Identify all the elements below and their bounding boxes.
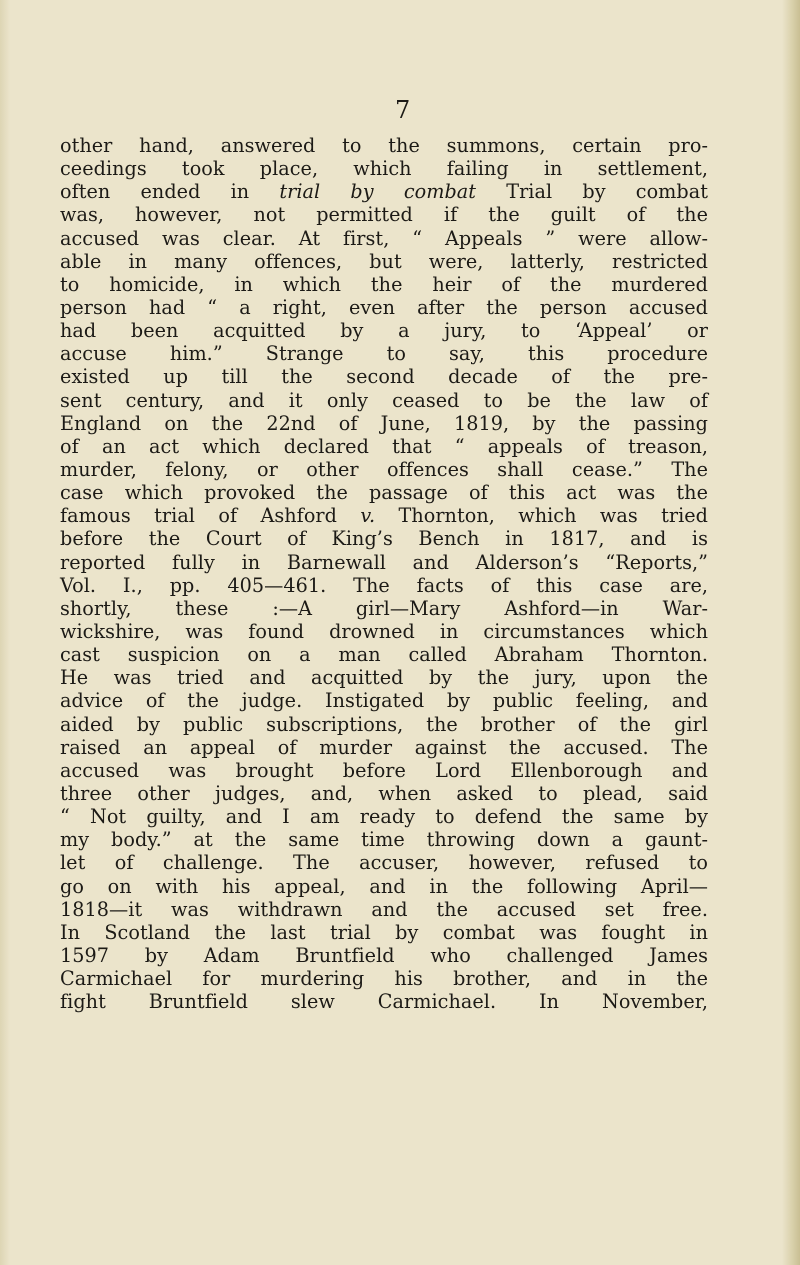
- italic-phrase: v.: [336, 504, 399, 528]
- text-line: accuse him.” Strange to say, this procedure: [60, 342, 708, 366]
- text-line: Vol. I., pp. 405—461. The facts of this case are,: [60, 573, 708, 597]
- text-line: of an act which declared that “ appeals of treason,: [60, 434, 708, 458]
- text-line: shortly, these :—A girl—Mary Ashford—in War-: [60, 596, 708, 620]
- text-line: accused was brought before Lord Ellenborough and: [60, 758, 708, 782]
- text-line: existed up till the second decade of the pre-: [60, 365, 708, 389]
- text-line: my body.” at the same time throwing down a gaunt-: [60, 828, 708, 852]
- text-line: He was tried and acquitted by the jury, upon the: [60, 666, 708, 690]
- text-line: cast suspicion on a man called Abraham Thornton.: [60, 643, 708, 667]
- text-line: In Scotland the last trial by combat was fought in: [60, 920, 708, 944]
- page-right-edge: [782, 0, 800, 1265]
- text-line: ceedings took place, which failing in settlement,: [60, 157, 708, 181]
- text-line: three other judges, and, when asked to plead, said: [60, 781, 708, 805]
- text-line: Carmichael for murdering his brother, and in the: [60, 967, 708, 991]
- text-line: “ Not guilty, and I am ready to defend the same by: [60, 805, 708, 829]
- text-line: fight Bruntfield slew Carmichael. In November,: [60, 990, 708, 1014]
- page-left-edge: [0, 0, 10, 1265]
- body-text: [60, 134, 708, 1013]
- text-line: 1818—it was withdrawn and the accused set free.: [60, 897, 708, 921]
- text-line: wickshire, was found drowned in circumstances which: [60, 619, 708, 643]
- text-line: before the Court of King’s Bench in 1817, and is: [60, 527, 708, 551]
- text-line: sent century, and it only ceased to be the law of: [60, 388, 708, 412]
- text-line: was, however, not permitted if the guilt of the: [60, 203, 708, 227]
- text-line: often ended in trial by combat Trial by combat: [60, 180, 708, 204]
- text-line: had been acquitted by a jury, to ‘Appeal’ or: [60, 319, 708, 343]
- text-line: other hand, answered to the summons, certain pro-: [60, 134, 708, 157]
- text-line: 1597 by Adam Bruntfield who challenged James: [60, 943, 708, 967]
- text-line: able in many offences, but were, latterly, restricted: [60, 249, 708, 273]
- text-line: reported fully in Barnewall and Alderson’s “Reports,”: [60, 550, 708, 574]
- text-line: raised an appeal of murder against the accused. The: [60, 735, 708, 759]
- text-line: accused was clear. At first, “ Appeals ” were allow-: [60, 226, 708, 250]
- text-line: murder, felony, or other offences shall cease.” The: [60, 457, 708, 481]
- text-line: to homicide, in which the heir of the murdered: [60, 272, 708, 296]
- page-number: 7: [395, 96, 411, 124]
- text-line: let of challenge. The accuser, however, refused to: [60, 851, 708, 875]
- text-line: England on the 22nd of June, 1819, by the passing: [60, 411, 708, 435]
- text-line: famous trial of Ashford v. Thornton, which was tried: [60, 504, 708, 528]
- italic-phrase: trial by combat: [279, 180, 477, 204]
- text-line: advice of the judge. Instigated by public feeling, and: [60, 689, 708, 713]
- text-line: aided by public subscriptions, the brother of the girl: [60, 712, 708, 736]
- text-line: case which provoked the passage of this act was the: [60, 481, 708, 505]
- text-line: person had “ a right, even after the person accused: [60, 295, 708, 319]
- text-line: go on with his appeal, and in the following April—: [60, 874, 708, 898]
